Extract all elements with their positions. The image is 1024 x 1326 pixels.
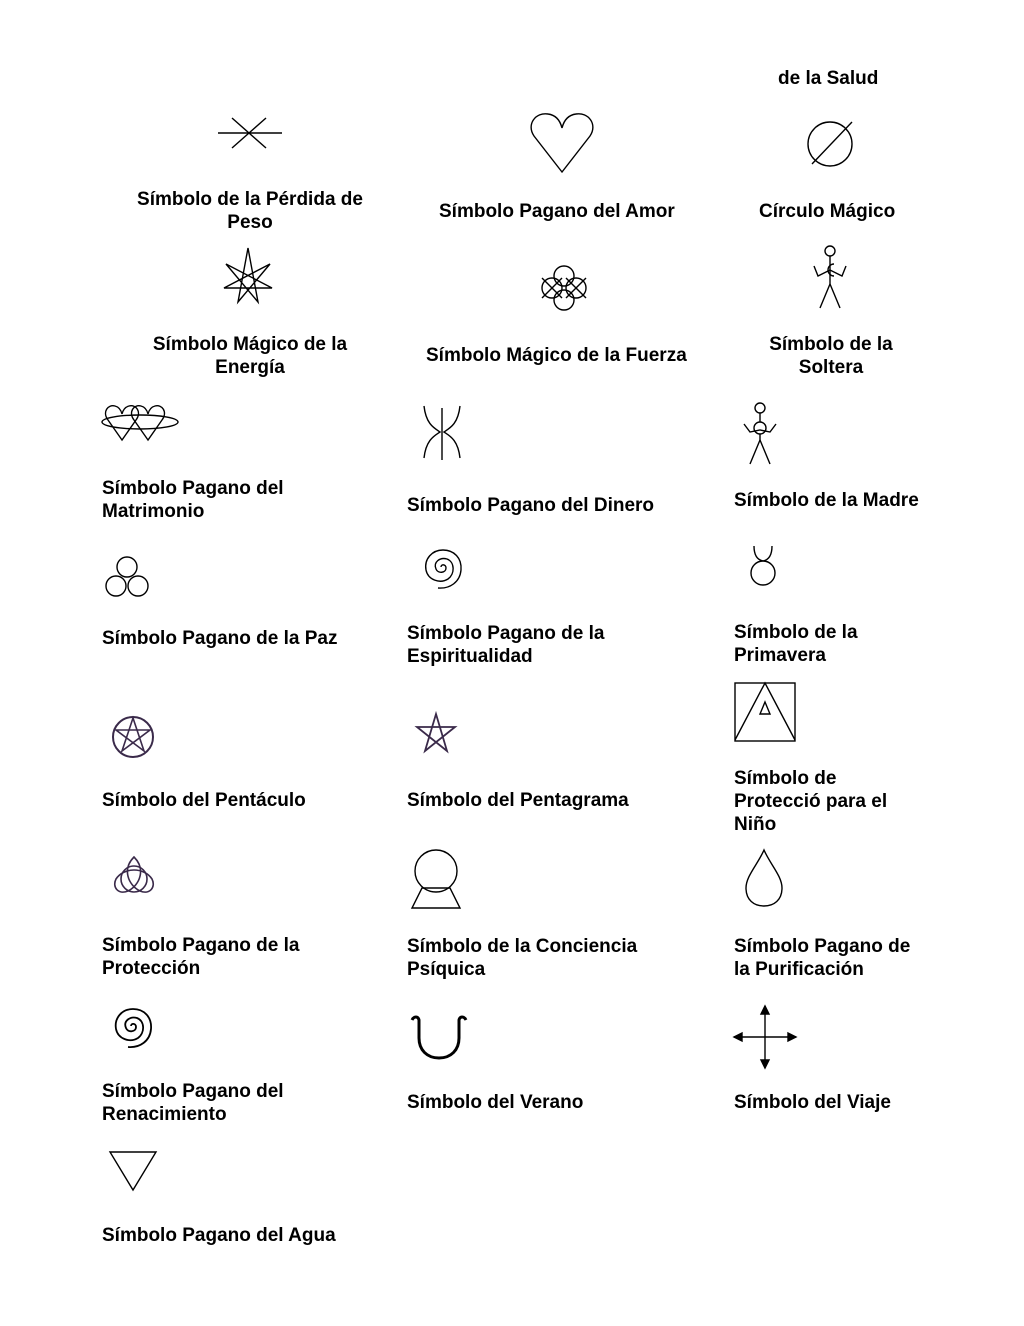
three-circles-icon bbox=[102, 555, 152, 599]
label-strength: Símbolo Mágico de la Fuerza bbox=[426, 345, 687, 366]
water-drop-icon bbox=[744, 848, 784, 908]
pentacle-icon bbox=[110, 714, 156, 760]
label-marriage: Símbolo Pagano del Matrimonio bbox=[102, 478, 284, 522]
label-rebirth: Símbolo Pagano del Renacimiento bbox=[102, 1081, 284, 1125]
horned-cup-icon bbox=[410, 1014, 468, 1060]
label-protection: Símbolo Pagano de la Protección bbox=[102, 935, 300, 979]
label-mother: Símbolo de la Madre bbox=[734, 490, 919, 511]
label-travel: Símbolo del Viaje bbox=[734, 1092, 891, 1113]
four-arrows-icon bbox=[732, 1004, 798, 1070]
crystal-ball-icon bbox=[410, 848, 462, 910]
label-single-woman: Símbolo de la Soltera bbox=[769, 334, 893, 378]
label-energy: Símbolo Mágico de la Energía bbox=[152, 334, 348, 378]
pentagram-icon bbox=[414, 712, 458, 754]
label-magic-circle: Círculo Mágico bbox=[759, 201, 896, 222]
label-water: Símbolo Pagano del Agua bbox=[102, 1225, 336, 1246]
seven-point-star-icon bbox=[220, 246, 276, 306]
label-weight-loss: Símbolo de la Pérdida de Peso bbox=[137, 189, 363, 233]
label-purification: Símbolo Pagano de la Purificación bbox=[734, 936, 911, 980]
mother-figure-icon bbox=[740, 400, 780, 466]
label-child-protection: Símbolo de Protecció para el Niño bbox=[734, 768, 888, 835]
label-peace: Símbolo Pagano de la Paz bbox=[102, 628, 338, 649]
label-pentacle: Símbolo del Pentáculo bbox=[102, 790, 306, 811]
maiden-figure-icon bbox=[810, 244, 850, 310]
spiral-icon bbox=[106, 1000, 156, 1052]
linked-hearts-icon bbox=[100, 402, 180, 444]
label-psychic: Símbolo de la Conciencia Psíquica bbox=[407, 936, 638, 980]
label-love: Símbolo Pagano del Amor bbox=[439, 201, 675, 222]
label-money: Símbolo Pagano del Dinero bbox=[407, 495, 655, 516]
boxed-triangle-icon bbox=[734, 682, 796, 742]
label-summer: Símbolo del Verano bbox=[407, 1092, 584, 1113]
four-circles-icon bbox=[534, 264, 594, 312]
heart-icon bbox=[530, 112, 594, 174]
label-spirituality: Símbolo Pagano de la Espiritualidad bbox=[407, 623, 605, 667]
label-spring: Símbolo de la Primavera bbox=[734, 622, 858, 666]
crossed-lines-icon bbox=[218, 116, 282, 150]
triquetra-icon bbox=[110, 855, 158, 897]
taurus-icon bbox=[746, 544, 780, 588]
slashed-circle-icon bbox=[804, 118, 856, 170]
header-text: de la Salud bbox=[778, 68, 879, 89]
money-rune-icon bbox=[420, 404, 464, 460]
spiral-icon bbox=[416, 542, 466, 592]
label-pentagram: Símbolo del Pentagrama bbox=[407, 790, 629, 811]
inverted-triangle-icon bbox=[108, 1150, 158, 1192]
